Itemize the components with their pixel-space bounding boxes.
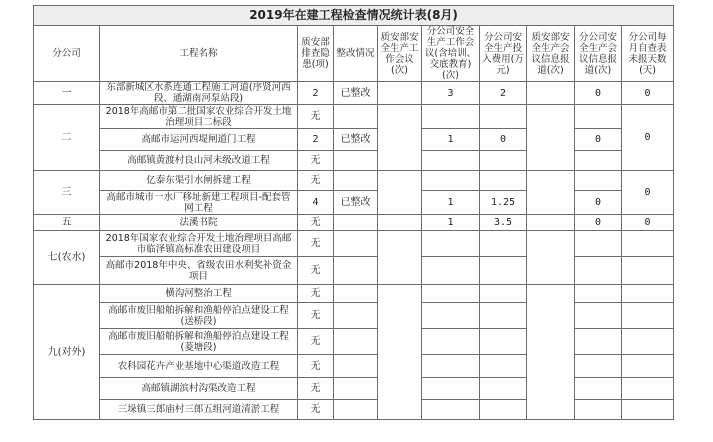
unreported-days-cell	[622, 303, 674, 329]
table-row	[34, 105, 674, 129]
project-name: 亿泰东渠引水闸拆建工程	[100, 171, 298, 191]
rectification-cell: 已整改	[334, 82, 378, 105]
branch-meetings-cell	[422, 355, 480, 378]
hazards-cell: 无	[298, 355, 334, 378]
branch-reports-cell: 0	[575, 191, 622, 215]
branch-meetings-cell	[422, 303, 480, 329]
project-name: 高邮镇黄渡村良山河未级改道工程	[100, 151, 298, 171]
hazards-cell: 无	[298, 285, 334, 303]
unreported-days-cell	[622, 257, 674, 285]
rectification-cell	[334, 303, 378, 329]
rectification-cell: 已整改	[334, 129, 378, 151]
branch-meetings-cell	[422, 105, 480, 129]
table-row	[34, 215, 674, 231]
unreported-days-cell: 0	[622, 82, 674, 105]
table-row	[34, 231, 674, 257]
unreported-days-cell: 0	[622, 171, 674, 215]
project-name: 高邮市城市一水厂移址新建工程项目-配套管网工程	[100, 191, 298, 215]
project-name: 高邮镇湖滨村沟渠改造工程	[100, 378, 298, 400]
rectification-cell	[334, 105, 378, 129]
branch-cell: 一	[34, 82, 100, 105]
qa-reports-cell	[527, 285, 575, 420]
investment-cell: 3.5	[480, 215, 527, 231]
branch-cell: 五	[34, 215, 100, 231]
project-name: 高邮市废旧船舶拆解和渔船停泊点建设工程(菱塘段)	[100, 329, 298, 355]
hazards-cell: 无	[298, 400, 334, 420]
branch-meetings-cell	[422, 285, 480, 303]
header-safety-investment: 分公司安全生产投入费用(万元)	[480, 26, 527, 82]
unreported-days-cell: 0	[622, 105, 674, 171]
investment-cell	[480, 378, 527, 400]
branch-reports-cell: 0	[575, 82, 622, 105]
hazards-cell: 无	[298, 378, 334, 400]
branch-reports-cell	[575, 400, 622, 420]
investment-cell: 2	[480, 82, 527, 105]
project-name: 高邮市运河西堤闸道门工程	[100, 129, 298, 151]
rectification-cell	[334, 355, 378, 378]
project-name: 农科园花卉产业基地中心渠道改造工程	[100, 355, 298, 378]
branch-reports-cell	[575, 355, 622, 378]
investment-cell	[480, 151, 527, 171]
unreported-days-cell: 0	[622, 215, 674, 231]
investment-cell	[480, 400, 527, 420]
branch-cell: 七(农水)	[34, 231, 100, 285]
hazards-cell: 无	[298, 257, 334, 285]
rectification-cell: 已整改	[334, 191, 378, 215]
branch-reports-cell	[575, 151, 622, 171]
unreported-days-cell	[622, 329, 674, 355]
branch-cell: 三	[34, 171, 100, 215]
branch-cell: 九(对外)	[34, 285, 100, 420]
investment-cell	[480, 329, 527, 355]
hazards-cell: 4	[298, 191, 334, 215]
project-name: 2018年国家农业综合开发土地治理项目高邮市临泽镇高标准农田建设项目	[100, 231, 298, 257]
hazards-cell: 2	[298, 82, 334, 105]
qa-reports-cell	[527, 105, 575, 171]
qa-meetings-cell	[378, 105, 422, 171]
unreported-days-cell	[622, 378, 674, 400]
branch-meetings-cell	[422, 257, 480, 285]
rectification-cell	[334, 285, 378, 303]
hazards-cell: 无	[298, 231, 334, 257]
investment-cell	[480, 231, 527, 257]
header-row	[34, 26, 674, 82]
branch-reports-cell	[575, 171, 622, 191]
header-hazards: 质安部排查隐患(项)	[298, 26, 334, 82]
branch-cell: 二	[34, 105, 100, 171]
branch-meetings-cell	[422, 400, 480, 420]
branch-reports-cell	[575, 329, 622, 355]
hazards-cell: 无	[298, 105, 334, 129]
unreported-days-cell	[622, 355, 674, 378]
project-name: 高邮市2018年中央、省级农田水利奖补资金项目	[100, 257, 298, 285]
branch-meetings-cell	[422, 171, 480, 191]
hazards-cell: 无	[298, 171, 334, 191]
header-qa-reports: 质安部安全生产会议信息报道(次)	[527, 26, 575, 82]
table-row	[34, 257, 674, 285]
branch-reports-cell	[575, 285, 622, 303]
unreported-days-cell	[622, 231, 674, 257]
hazards-cell: 无	[298, 215, 334, 231]
table-row	[34, 285, 674, 303]
investment-cell	[480, 171, 527, 191]
branch-reports-cell	[575, 257, 622, 285]
branch-reports-cell	[575, 303, 622, 329]
project-name: 2018年高邮市第二批国家农业综合开发土地治理项目二标段	[100, 105, 298, 129]
qa-meetings-cell	[378, 285, 422, 420]
branch-reports-cell: 0	[575, 129, 622, 151]
header-project: 工程名称	[100, 26, 298, 82]
investment-cell: 1.25	[480, 191, 527, 215]
hazards-cell: 2	[298, 129, 334, 151]
table-row	[34, 329, 674, 355]
project-name: 法溪书院	[100, 215, 298, 231]
branch-meetings-cell	[422, 329, 480, 355]
investment-cell	[480, 257, 527, 285]
inspection-stats-table	[33, 5, 674, 420]
table-row	[34, 129, 674, 151]
project-name: 高邮市废旧船舶拆解和渔船停泊点建设工程(送桥段)	[100, 303, 298, 329]
rectification-cell	[334, 378, 378, 400]
investment-cell: 0	[480, 129, 527, 151]
branch-meetings-cell	[422, 231, 480, 257]
table-row	[34, 400, 674, 420]
table-row	[34, 191, 674, 215]
qa-reports-cell	[527, 82, 575, 105]
table-row	[34, 151, 674, 171]
branch-meetings-cell: 1	[422, 129, 480, 151]
header-qa-meetings: 质安部安全生产工作会议(次)	[378, 26, 422, 82]
qa-meetings-cell	[378, 231, 422, 285]
branch-meetings-cell: 1	[422, 215, 480, 231]
rectification-cell	[334, 400, 378, 420]
header-rectification: 整改情况	[334, 26, 378, 82]
header-branch: 分公司	[34, 26, 100, 82]
qa-reports-cell	[527, 215, 575, 231]
qa-meetings-cell	[378, 171, 422, 215]
table-row	[34, 171, 674, 191]
branch-reports-cell	[575, 105, 622, 129]
project-name: 三垛镇三郎庙村三郎五组河道清淤工程	[100, 400, 298, 420]
hazards-cell: 无	[298, 303, 334, 329]
header-branch-meetings: 分公司安全生产工作会议(含培训、交底教育)(次)	[422, 26, 480, 82]
branch-reports-cell	[575, 378, 622, 400]
investment-cell	[480, 303, 527, 329]
hazards-cell: 无	[298, 151, 334, 171]
hazards-cell: 无	[298, 329, 334, 355]
rectification-cell	[334, 151, 378, 171]
qa-reports-cell	[527, 171, 575, 215]
table-title: 2019年在建工程检查情况统计表(8月)	[34, 6, 674, 26]
table-row	[34, 303, 674, 329]
investment-cell	[480, 105, 527, 129]
unreported-days-cell	[622, 400, 674, 420]
header-unreported-days: 分公司每月自查表未报天数(天)	[622, 26, 674, 82]
qa-reports-cell	[527, 231, 575, 285]
project-name: 横沟河整治工程	[100, 285, 298, 303]
header-branch-reports: 分公司安全生产会议信息报道(次)	[575, 26, 622, 82]
project-name: 东部新城区水系连通工程施工河道(序贤河西段、通湖南河泵站段)	[100, 82, 298, 105]
investment-cell	[480, 285, 527, 303]
unreported-days-cell	[622, 285, 674, 303]
qa-meetings-cell	[378, 215, 422, 231]
table-row	[34, 82, 674, 105]
rectification-cell	[334, 231, 378, 257]
branch-meetings-cell	[422, 151, 480, 171]
rectification-cell	[334, 329, 378, 355]
branch-meetings-cell: 1	[422, 191, 480, 215]
rectification-cell	[334, 215, 378, 231]
table-row	[34, 378, 674, 400]
branch-reports-cell	[575, 231, 622, 257]
investment-cell	[480, 355, 527, 378]
qa-meetings-cell	[378, 82, 422, 105]
rectification-cell	[334, 257, 378, 285]
rectification-cell	[334, 171, 378, 191]
branch-reports-cell: 0	[575, 215, 622, 231]
branch-meetings-cell	[422, 378, 480, 400]
table-row	[34, 355, 674, 378]
branch-meetings-cell: 3	[422, 82, 480, 105]
